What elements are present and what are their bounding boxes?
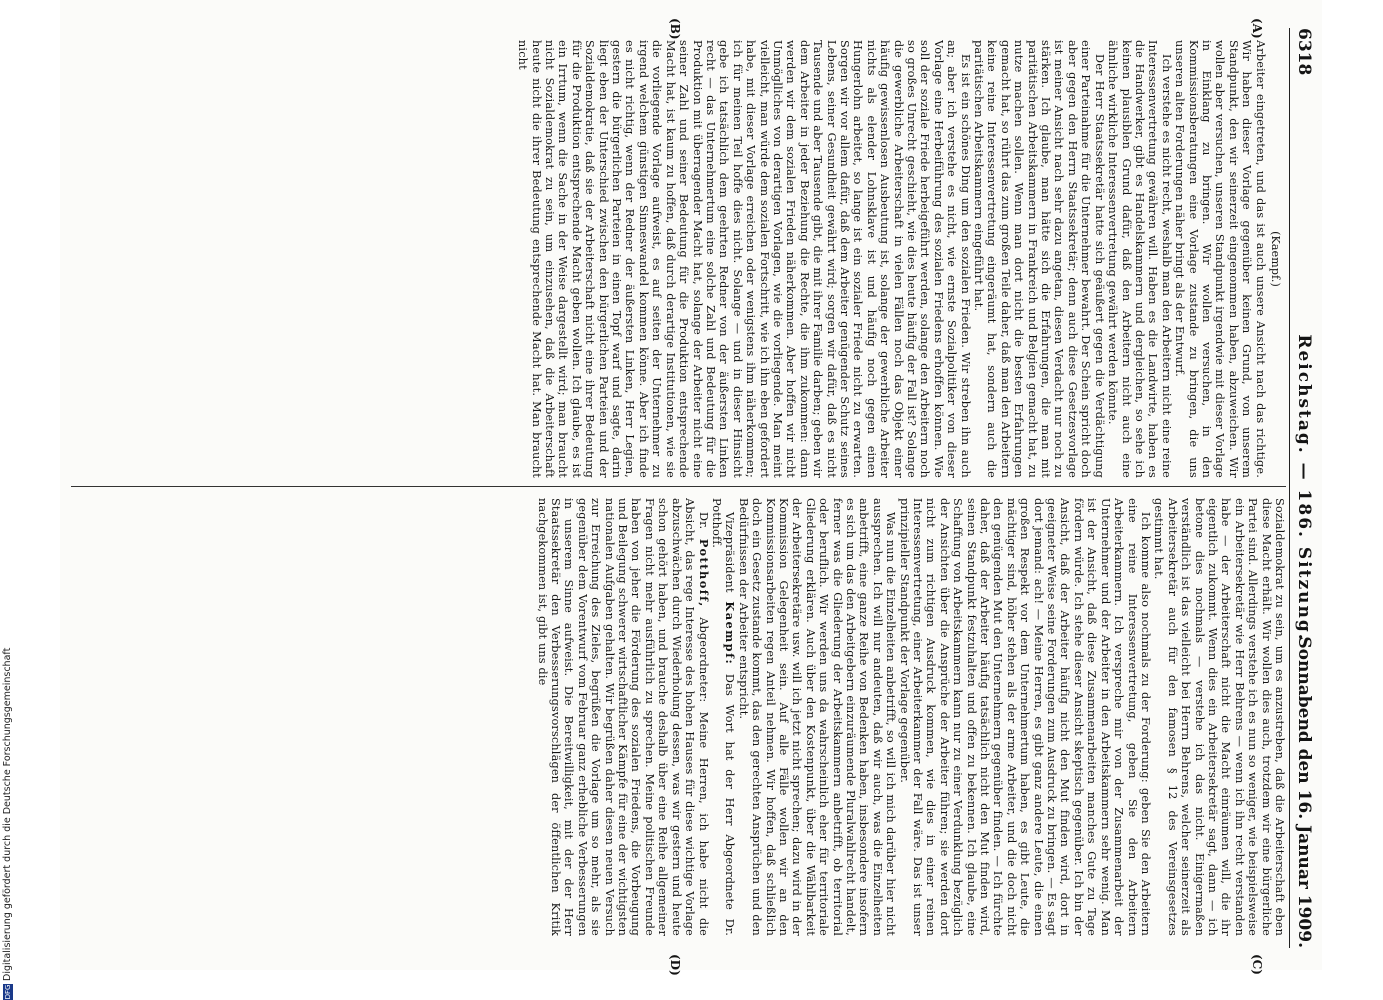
margin-mark-d: (D) [668,954,682,976]
speech-start [535,498,709,936]
page-header [1289,28,1316,948]
digitization-footer [2,0,16,1000]
president-prefix: Vizepräsident [723,512,737,593]
left-column [71,40,1286,478]
session-title: Reichstag. — 186. Sitzung. [1294,334,1314,642]
paragraph: Ich verstehe es nicht recht, weshalb man den Arbeitern nicht eine reine Interessenvertretung gewähren will. Haben es die Landwirte, haben es die Handwerker, gibt es Handelskammern und dergleichen, so sehe ich keinen plausiblen Grund dafür, daß den Arbeitern nicht auch eine ähnliche wirkliche Interessenvertretung gewährt werden könnte. [1106,40,1173,478]
margin-mark-c: (C) [1250,954,1264,975]
paragraph: Es ist ein schönes Ding um den sozialen Frieden. Wir streben ihn auch an; aber ich verstehe es nicht, wie ernste Sozialpolitiker von dieser Vorlage eine Herbeiführung des sozialen Friedens erhoffen können. Wie soll der soziale Friede herbeigeführt werden, solange den Arbeitern noch so großes Unrecht geschieht, wie dies heute häufig der Fall ist? Solange die gewerbliche Arbeiterschaft in vielen Fällen noch das Objekt einer häufig gewissenlosen Ausbeutung ist, solange der gewerbliche Arbeiter nichts als elender Lohnsklave ist und häufig noch gegen einen Hungerlohn arbeitet, so lange ist ein sozialer Friede nicht zu erwarten. Sorgen wir vor allem dafür, daß dem Arbeiter genügender Schutz seines Lebens, seiner Gesundheit gewährt wird; sorgen wir dafür, daß es nicht Tausende und aber Tausende gibt, die mit ihrer Familie darben; geben wir dem Arbeiter in jeder Beziehung die Rechte, die ihm zukommen: dann werden wir dem sozialen Frieden näherkommen. Aber hoffen wir nicht Unmöglliches von derartigen Vorlagen, wie die vorliegende. Man meint vielleicht, man würde dem sozialen Fortschritt, wie ich ihn eben gefordert habe, mit dieser Vorlage erreichen oder wenigstens ihm näherkommen; ich für meinen Teil hoffe dies nicht. Solange — und in dieser Hinsicht gebe ich tatsächlich dem geehrten Redner von der äußersten Linken recht — das Unternehmertum eine solche Zahl und Bedeutung für die Produktion mit überragender Macht hat, solange der Arbeiter nicht eine seiner Zahl und seiner Bedeutung für die Produktion entsprechende Macht hat, ist kaum zu hoffen, daß durch derartige Institutionen, wie sie die vorliegende Vorlage aufweist, es auf seiten der Unternehmer zu irgend welchem günstigen Sinneswandel kommen könne. Aber ich finde es nicht richtig, wenn der Redner der äußersten Linken, Herr Legien, gestern die bürgerlichen Parteien in einen Topf warf und sagte, darin liegt eben der Unterschied zwischen den bürgerlichen Parteien und der Sozialdemokratie, daß sie der Arbeiterschaft nicht eine ihrer Bedeutung für die Produktion entsprechende Macht geben wollen. Ich glaube, es ist ein Irrtum, wenn die Sache in der Weise dargestellt wird; man braucht nicht Sozialdemokrat zu sein, um einzusehen, daß die Arbeiterschaft heute nicht die ihrer Bedeutung entsprechende Macht hat. Man braucht nicht [516,40,972,478]
president-text: Das Wort hat der Herr Abgeordnete Dr. Potthoff. [709,498,737,936]
president-name: Kaempf: [723,601,738,666]
paragraph: Sozialdemokrat zu sein, um es anzustreben, daß die Arbeiterschaft eben diese Macht erhält. Wir wollen dies auch, trotzdem wir eine bürgerliche Partei sind. Allerdings verstehe ich es nun so weniger, wie beispielsweise ein Arbeitersekretär wie Herr Behrens — wenn ich ihn recht verstanden habe — der Arbeiterschaft nicht die Macht einräumen will, die ihr eigentlich zukommt. Wenn dies ein Arbeitersekretär sagt, dann — ich betone dies nochmals — verstehe ich das nicht. Einigermaßen verständlich ist das vielleicht bei Herrn Behrens, welcher seinerzeit als Arbeitersekretär auch für den famosen § 12 des Vereinsgesetzes gestimmt hat. [1152,498,1286,936]
speech-text: Abgeordneter: Meine Herren, ich habe nicht die Absicht, das rege Interesse des hohen Hauses für diese wichtige Vorlage abzuschwächen durch Wiederholung dessen, was wir gestern und heute schon gehört haben, und brauche deshalb über eine Reihe allgemeiner Fragen nicht mehr ausführlich zu sprechen. Meine politischen Freunde haben von jeher die Förderung des sozialen Friedens, die Vorbeugung und Beilegung schwerer wirtschaftlicher Kämpfe für eine der wichtigsten nationalen Aufgaben gehalten. Wir begrüßen daher diesen neuen Versuch zur Erreichung des Zieles, begrüßen die Vorlage um so mehr, als sie gegenüber dem Vorentwurf vom Februar ganz erhebliche Verbesserungen in unserem Sinne aufweist. Die Bereitwilligkeit, mit der der Herr Staatssekretär den Verbesserungsvorschlägen der öffentlichen Kritik nachgekommen ist, gibt uns die [535,498,710,936]
president-remark [710,498,737,936]
speaker-title: Dr. [696,512,710,530]
page-number: 6318 [1294,28,1314,76]
session-date: Sonnabend den 16. Januar 1909. [1294,636,1314,948]
dfg-logo-icon: DFG [3,984,12,1000]
right-column [71,498,1286,936]
footer-text: Digitalisierung gefördert durch die Deutsche Forschungsgemeinschaft [2,647,13,981]
column-divider [71,486,1286,487]
margin-mark-b: (B) [668,18,682,40]
paragraph: Was nun die Einzelheiten anbetrifft, so will ich mich darüber hier nicht aussprechen. Ich will nur andeuten, daß wir auch, was die Einzelheiten anbetrifft, eine ganze Reihe von Bedenken haben, insbesondere insofern es sich um das den Arbeitgebern einzuräumende Pluralwahlrecht handelt, ferner was die Gliederung der Arbeitskammern anbetrifft, ob territorial oder beruflich. Wir werden uns da wahrscheinlich eher für territoriale Gliederung erklären. Auch über den Kostenpunkt, über die Wählbarkeit der Arbeitersekretäre usw. will ich jetzt nicht sprechen; dazu wird in der Kommission Gelegenheit sein. Auf alle Fälle wollen wir an den Kommissionsarbeiten regen Anteil nehmen. Wir hoffen, daß schließlich doch ein Gesetz zustande kommt, das den gerechten Ansprüchen und den Bedürfnissen der Arbeiter entspricht. [736,498,898,936]
paragraph: Arbeiter eingetreten, und das ist auch unsere Ansicht nach das richtige. Wir haben dieser Vorlage gegenüber keinen Grund, von unserem Standpunkt, den wir seinerzeit eingenommen haben, abzuweichen. Wir wollen aber versuchen, unseren Standpunkt irgendwie mit dieser Vorlage in Einklang zu bringen. Wir wollen versuchen, in den Kommissionsberatungen eine Vorlage zustande zu bringen, die uns unseren alten Forderungen näher bringt als der Entwurf. [1173,40,1267,478]
margin-mark-a: (A) [1250,18,1264,39]
document-page [60,0,1322,976]
paragraph: Der Herr Staatssekretär hatte sich geäußert gegen die Verdächtigung einer Parteinahme für die Unternehmer bewahrt. Der Schein spricht doch aber gegen den Herrn Staatssekretär; denn auch diese Gesetzesvorlage ist meiner Ansicht nach sehr dazu angetan, diesen Verdacht nur noch zu stärken. Ich glaube, man hätte sich die Erfahrungen, die man mit paritätischen Arbeitskammern in Frankreich und Belgien gemacht hat, zu nutze machen sollen. Wenn man dort nicht die besten Erfahrungen gemacht hat, so rührt das zum großen Teile daher, daß man den Arbeitern keine reine Interessenvertretung eingeräumt hat, sondern auch die paritätischen Arbeitskammern eingeführt hat. [972,40,1106,478]
paragraph: Ich komme also nochmals zu der Forderung: geben Sie den Arbeitern eine reine Interessenvertretung, geben Sie den Arbeitern Arbeiterkammern. Ich verspreche mir von der Zusammenarbeit der Unternehmer und der Arbeiter in den Arbeitskammern sehr wenig. Man ist der Ansicht, daß diese Zusammenarbeiten manches Gute zu Tage fördern würde. Ich stehe dieser Ansicht skeptisch gegenüber. Ich bin der Ansicht, daß der Arbeiter häufig nicht den Mut finden wird, dort in geeigneter Weise seine Forderungen zum Ausdruck zu bringen. — Es sagt dort jemand: ach! — Meine Herren, es gibt ganz andere Leute, die einen großen Respekt vor dem Unternehmertum haben, es gibt Leute, die mächtiger sind, höher stehen als der arme Arbeiter, und die doch nicht den genügenden Mut den Unternehmern gegenüber finden. — Ich fürchte daher, daß der Arbeiter häufig tatsächlich nicht den Mut finden wird, seinen Standpunkt festzuhalten und offen zu bekennen. Ich glaube, eine Schaffung von Arbeitskammern kann nur zu einer Verdunklung bezüglich der Ansichten über die Ansprüche der Arbeiter führen; sie werden dort nicht zum richtigen Ausdruck kommen, wie dies in einer reinen Interessenvertretung, einer Arbeiterkammer der Fall wäre. Das ist unser prinzipieller Standpunkt der Vorlage gegenüber. [897,498,1152,936]
speaker-name: Potthoff, [696,538,711,608]
speaker-tag: (Kaempf.) [1269,231,1282,287]
